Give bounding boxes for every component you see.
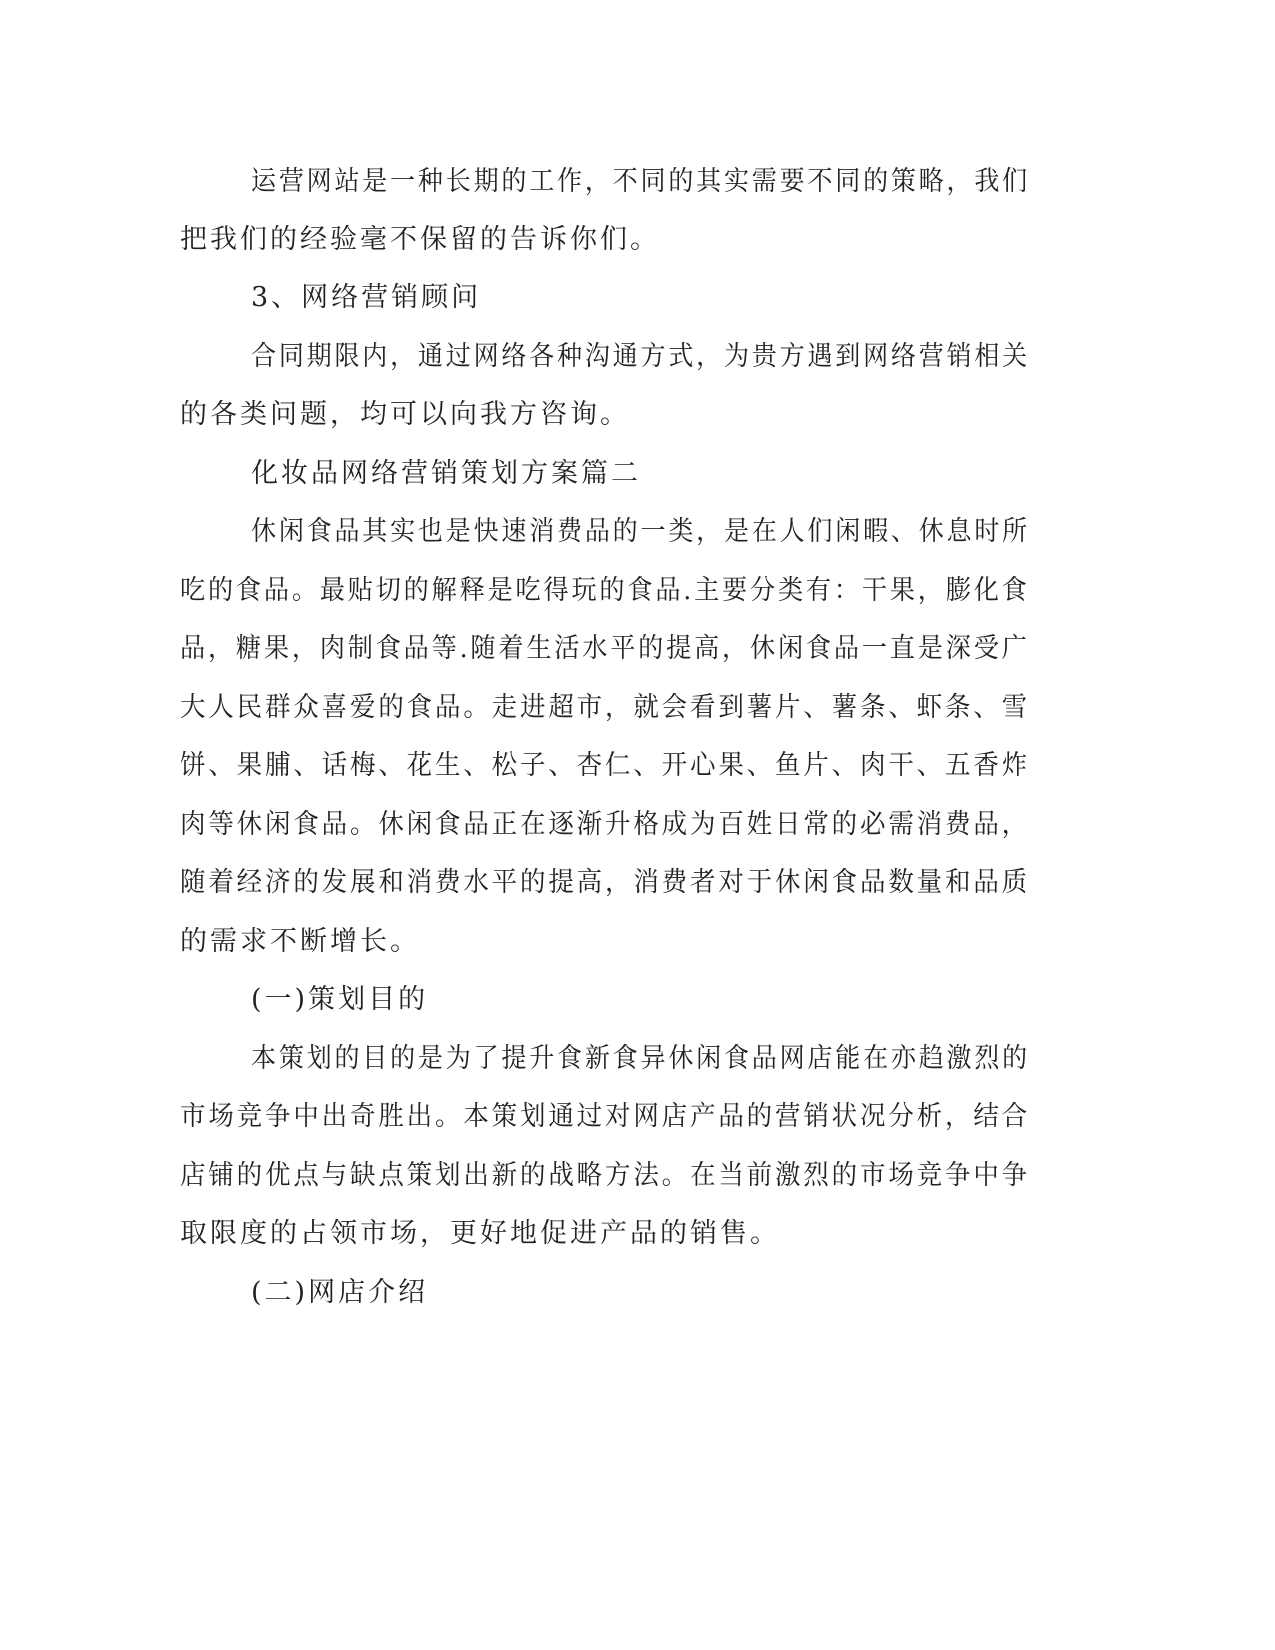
paragraph-line: 大人民群众喜爱的食品。走进超市，就会看到薯片、薯条、虾条、雪 — [180, 692, 1030, 723]
paragraph-line: 品，糖果，肉制食品等.随着生活水平的提高，休闲食品一直是深受广 — [180, 633, 1030, 664]
paragraph-line: 饼、果脯、话梅、花生、松子、杏仁、开心果、鱼片、肉干、五香炸 — [180, 750, 1030, 781]
paragraph-line: 休闲食品其实也是快速消费品的一类，是在人们闲暇、休息时所 — [251, 516, 1030, 547]
section-heading: (二)网店介绍 — [251, 1277, 429, 1308]
section-heading: 化妆品网络营销策划方案篇二 — [251, 458, 641, 489]
paragraph-line: 本策划的目的是为了提升食新食异休闲食品网店能在亦趋激烈的 — [251, 1043, 1030, 1074]
paragraph-line: 市场竞争中出奇胜出。本策划通过对网店产品的营销状况分析，结合 — [180, 1101, 1030, 1132]
paragraph-line: 吃的食品。最贴切的解释是吃得玩的食品.主要分类有：干果，膨化食 — [180, 575, 1030, 606]
paragraph-line: 把我们的经验毫不保留的告诉你们。 — [180, 224, 660, 255]
paragraph-line: 店铺的优点与缺点策划出新的战略方法。在当前激烈的市场竞争中争 — [180, 1160, 1030, 1191]
paragraph-line: 合同期限内，通过网络各种沟通方式，为贵方遇到网络营销相关 — [251, 341, 1030, 372]
section-heading: (一)策划目的 — [251, 984, 429, 1015]
section-heading: 3、网络营销顾问 — [251, 282, 482, 313]
paragraph-line: 运营网站是一种长期的工作，不同的其实需要不同的策略，我们 — [251, 166, 1030, 197]
paragraph-line: 取限度的占领市场，更好地促进产品的销售。 — [180, 1218, 780, 1249]
paragraph-line: 的各类问题，均可以向我方咨询。 — [180, 399, 630, 430]
paragraph-line: 肉等休闲食品。休闲食品正在逐渐升格成为百姓日常的必需消费品， — [180, 809, 1030, 840]
paragraph-line: 随着经济的发展和消费水平的提高，消费者对于休闲食品数量和品质 — [180, 867, 1030, 898]
paragraph-line: 的需求不断增长。 — [180, 926, 420, 957]
